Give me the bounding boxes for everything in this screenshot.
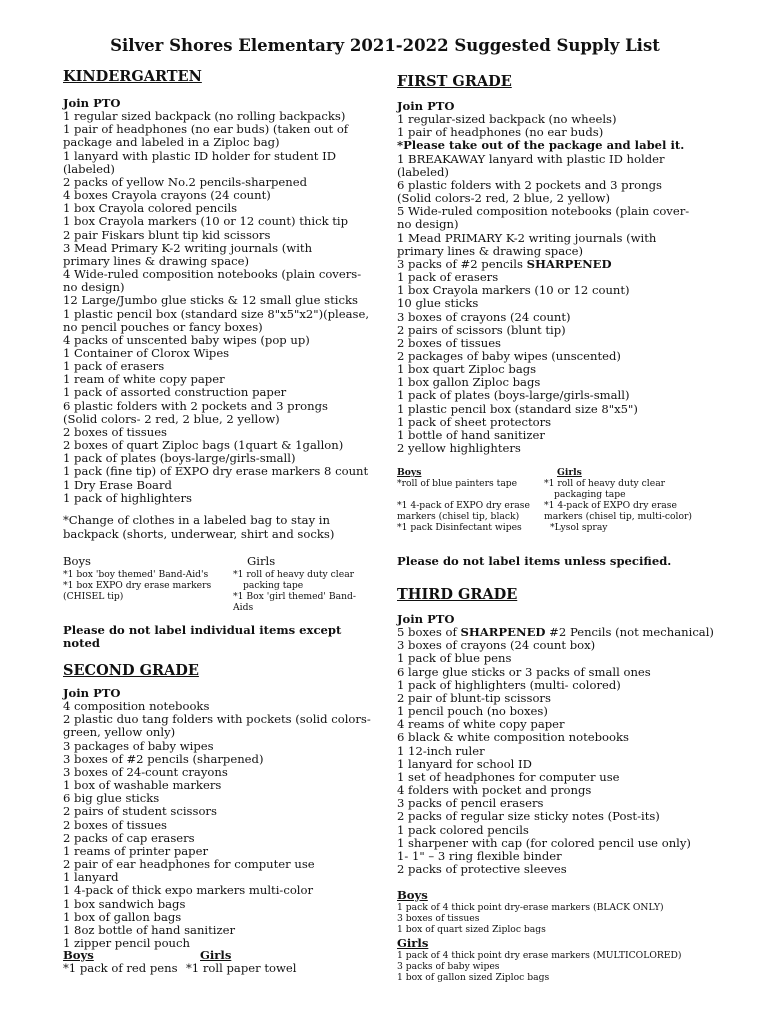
list-item: 1 pack (fine tip) of EXPO dry erase markers 8 count — [63, 464, 369, 479]
list-item: 1 Container of Clorox Wipes — [63, 345, 230, 360]
first-grade-list — [397, 100, 727, 455]
list-item: Aids — [233, 602, 254, 614]
list-item: 1 pack of assorted construction paper — [63, 385, 287, 400]
list-item: 2 pair of blunt-tip scissors — [397, 690, 551, 705]
list-item: 1 box of gallon bags — [63, 909, 182, 924]
third-grade-heading: THIRD GRADE — [397, 586, 518, 603]
list-item: packing tape — [243, 580, 304, 592]
list-item: package and labeled in a Ziploc bag) — [63, 135, 280, 150]
second-boys: Boys *1 pack of red pens — [63, 948, 178, 976]
list-item: 1 Mead PRIMARY K-2 writing journals (with — [397, 230, 657, 245]
list-item: 4 packs of unscented baby wipes (pop up) — [63, 332, 310, 347]
list-item: Join PTO — [63, 96, 121, 110]
list-item: *1 Box 'girl themed' Band- — [233, 591, 356, 603]
list-item: 6 big glue sticks — [63, 791, 160, 806]
boys-label: Boys — [63, 554, 91, 568]
kindergarten-girls — [233, 555, 356, 613]
first-grade-note: Please do not label items unless specified. — [397, 554, 672, 568]
list-item: no pencil pouches or fancy boxes) — [63, 319, 263, 334]
list-item: 1 box sandwich bags — [63, 896, 186, 911]
list-item: *1 roll of heavy duty clear — [544, 478, 666, 489]
list-item: 1 ream of white copy paper — [63, 372, 225, 387]
kindergarten-note: *Change of clothes in a labeled bag to stay in backpack (shorts, underwear, shirt and socks) — [63, 513, 335, 542]
list-item: *1 box EXPO dry erase markers — [63, 580, 212, 592]
list-item: 3 packages of baby wipes — [63, 738, 214, 753]
list-item: (labeled) — [63, 161, 115, 176]
list-item: 1- 1" – 3 ring flexible binder — [397, 848, 562, 863]
list-item: 1 lanyard — [63, 870, 119, 885]
list-item: 1 box of quart sized Ziploc bags — [397, 924, 546, 936]
list-item: 1 pack of plates (boys-large/girls-small) — [63, 451, 296, 466]
list-item: 1 pack of 4 thick point dry-erase markers (BLACK ONLY) — [397, 902, 664, 914]
list-item: 12 Large/Jumbo glue sticks & 12 small glue sticks — [63, 293, 358, 308]
girls-label: Girls — [397, 936, 429, 951]
list-item: 4 composition notebooks — [63, 699, 210, 714]
list-item: 1 pack colored pencils — [397, 822, 529, 837]
list-item: 1 box quart Ziploc bags — [397, 362, 537, 377]
list-item: 1 reams of printer paper — [63, 843, 209, 858]
list-item: 1 box Crayola colored pencils — [63, 201, 238, 216]
list-item: packaging tape — [554, 489, 626, 500]
list-item: 4 reams of white copy paper — [397, 717, 565, 732]
page-title: Silver Shores Elementary 2021-2022 Suggested Supply List — [110, 36, 660, 55]
list-item: no design) — [63, 280, 125, 295]
list-item: *1 4-pack of EXPO dry erase — [397, 500, 530, 511]
list-item: (Solid colors- 2 red, 2 blue, 2 yellow) — [63, 411, 280, 426]
list-item: *Please take out of the package and label it. — [397, 138, 685, 153]
list-item: 1 bottle of hand sanitizer — [397, 427, 545, 442]
list-item: 1 pair of headphones (no ear buds) (taken out of — [63, 122, 349, 137]
list-item: 6 black & white composition notebooks — [397, 730, 629, 745]
list-item: 1 box Crayola markers (10 or 12 count) — [397, 283, 630, 298]
list-item: 1 zipper pencil pouch — [63, 935, 190, 950]
list-item — [397, 489, 530, 500]
list-item: 5 Wide-ruled composition notebooks (plain cover- — [397, 204, 690, 219]
list-item: 1 BREAKAWAY lanyard with plastic ID holder — [397, 151, 665, 166]
list-item: 2 packs of cap erasers — [63, 830, 195, 845]
first-girls: Girls *1 roll of heavy duty clear packaging tape *1 4-pack of EXPO dry erase markers (chisel tip, multi-color) *Lysol spray — [544, 467, 692, 533]
list-item: markers (chisel tip, black) — [397, 511, 520, 522]
list-item: 1 box gallon Ziploc bags — [397, 375, 541, 390]
list-item: 1 pack of sheet protectors — [397, 414, 552, 429]
pencils-text: #2 Pencils (not mechanical) — [545, 625, 714, 640]
list-item: primary lines & drawing space) — [397, 243, 583, 258]
list-item: 4 boxes Crayola crayons (24 count) — [63, 188, 271, 203]
third-grade-list — [397, 613, 727, 876]
list-item: 5 boxes of SHARPENED #2 Pencils (not mechanical) — [397, 625, 714, 640]
list-item: 2 pairs of student scissors — [63, 804, 217, 819]
kindergarten-boys — [63, 555, 211, 602]
list-item: 1 pencil pouch (no boxes) — [397, 704, 548, 719]
list-item: 2 plastic duo tang folders with pockets (solid colors- — [63, 712, 371, 727]
list-item: 1 regular-sized backpack (no wheels) — [397, 112, 617, 127]
list-item: markers (chisel tip, multi-color) — [544, 511, 692, 522]
kindergarten-list — [63, 97, 383, 505]
list-item: *roll of blue painters tape — [397, 478, 518, 489]
list-item: 1 box of gallon sized Ziploc bags — [397, 972, 550, 984]
list-item: 3 boxes of 24-count crayons — [63, 764, 228, 779]
list-item: 3 boxes of #2 pencils (sharpened) — [63, 751, 264, 766]
list-item: 2 yellow highlighters — [397, 441, 521, 456]
list-item: no design) — [397, 217, 459, 232]
list-item: primary lines & drawing space) — [63, 253, 249, 268]
list-item: 1 plastic pencil box (standard size 8"x5"x2")(please, — [63, 306, 370, 321]
list-item: 3 Mead Primary K-2 writing journals (with — [63, 240, 313, 255]
first-grade-section — [397, 73, 727, 455]
list-item: (Solid colors-2 red, 2 blue, 2 yellow) — [397, 191, 611, 206]
kindergarten-label-note: Please do not label individual items except noted — [63, 623, 342, 651]
list-item: 1 8oz bottle of hand sanitizer — [63, 922, 236, 937]
second-grade-section — [63, 662, 383, 950]
list-item: 6 plastic folders with 2 pockets and 3 prongs — [63, 398, 328, 413]
list-item: *1 4-pack of EXPO dry erase — [544, 500, 677, 511]
list-item: *1 pack Disinfectant wipes — [397, 522, 522, 533]
list-item: 1 4-pack of thick expo markers multi-color — [63, 883, 314, 898]
list-item: 1 pack of highlighters (multi- colored) — [397, 677, 621, 692]
second-girls: Girls *1 roll paper towel — [186, 948, 297, 976]
list-item: 4 Wide-ruled composition notebooks (plain covers- — [63, 267, 362, 282]
list-item: 2 boxes of tissues — [397, 335, 501, 350]
list-item: 3 boxes of crayons (24 count box) — [397, 638, 596, 653]
list-item: 4 folders with pocket and prongs — [397, 783, 592, 798]
list-item: 10 glue sticks — [397, 296, 479, 311]
list-item: 1 lanyard with plastic ID holder for student ID — [63, 148, 337, 163]
list-item: 1 pack of blue pens — [397, 651, 512, 666]
list-item: 1 box Crayola markers (10 or 12 count) thick tip — [63, 214, 349, 229]
list-item: 2 packages of baby wipes (unscented) — [397, 348, 621, 363]
third-extras — [397, 889, 681, 983]
list-item: 2 pairs of scissors (blunt tip) — [397, 322, 566, 337]
list-item: 1 sharpener with cap (for colored pencil use only) — [397, 835, 691, 850]
list-item: 2 boxes of tissues — [63, 424, 167, 439]
third-grade-section — [397, 586, 727, 876]
list-item: 1 plastic pencil box (standard size 8"x5") — [397, 401, 638, 416]
girls-label: Girls — [247, 554, 276, 568]
list-item: 1 lanyard for school ID — [397, 756, 532, 771]
list-item: 1 pair of headphones (no ear buds) — [397, 125, 604, 140]
sharpened-emphasis: SHARPENED — [526, 256, 612, 271]
kindergarten-heading: KINDERGARTEN — [63, 68, 202, 85]
list-item: 3 packs of baby wipes — [397, 961, 500, 973]
list-item: 1 pack of erasers — [63, 359, 165, 374]
list-item: 3 packs of pencil erasers — [397, 796, 544, 811]
list-item: *1 roll of heavy duty clear — [233, 569, 355, 581]
first-grade-heading: FIRST GRADE — [397, 73, 512, 90]
list-item: 3 boxes of tissues — [397, 913, 480, 925]
first-boys: Boys *roll of blue painters tape *1 4-pack of EXPO dry erase markers (chisel tip, black) *1 pack Disinfectant wipes — [397, 467, 530, 533]
kindergarten-section — [63, 68, 383, 505]
list-item: 2 pair of ear headphones for computer use — [63, 857, 315, 872]
list-item: 2 packs of yellow No.2 pencils-sharpened — [63, 174, 308, 189]
list-item: Join PTO — [397, 612, 455, 626]
list-item: Join PTO — [63, 686, 121, 700]
list-item: 6 plastic folders with 2 pockets and 3 prongs — [397, 177, 662, 192]
list-item: 1 set of headphones for computer use — [397, 769, 620, 784]
list-item: 2 boxes of quart Ziploc bags (1quart & 1gallon) — [63, 438, 344, 453]
list-item: 1 pack of erasers — [397, 270, 499, 285]
list-item: 1 regular sized backpack (no rolling backpacks) — [63, 109, 346, 124]
sharpened-emphasis: SHARPENED — [460, 625, 546, 640]
list-item: 1 pack of plates (boys-large/girls-small) — [397, 388, 630, 403]
list-item: 1 box of washable markers — [63, 778, 222, 793]
list-item: Join PTO — [397, 99, 455, 113]
list-item: *1 box 'boy themed' Band-Aid's — [63, 569, 209, 581]
list-item: 2 boxes of tissues — [63, 817, 167, 832]
list-item: green, yellow only) — [63, 725, 176, 740]
list-item: 6 large glue sticks or 3 packs of small ones — [397, 664, 651, 679]
list-item: 1 12-inch ruler — [397, 743, 485, 758]
list-item: 1 Dry Erase Board — [63, 477, 172, 492]
list-item: 3 packs of #2 pencils SHARPENED — [397, 256, 612, 271]
boys-label: Boys — [397, 888, 428, 902]
list-item: *Lysol spray — [550, 522, 608, 533]
list-item: 3 boxes of crayons (24 count) — [397, 309, 571, 324]
list-item: (labeled) — [397, 164, 449, 179]
list-item: 2 packs of regular size sticky notes (Post-its) — [397, 809, 660, 824]
list-item: 1 pack of highlighters — [63, 490, 192, 505]
list-item: (CHISEL tip) — [63, 591, 124, 603]
second-grade-heading: SECOND GRADE — [63, 662, 199, 679]
list-item: 1 pack of 4 thick point dry erase markers (MULTICOLORED) — [397, 950, 682, 962]
list-item: 2 pair Fiskars blunt tip kid scissors — [63, 227, 271, 242]
second-grade-list — [63, 687, 383, 950]
list-item: 2 packs of protective sleeves — [397, 861, 567, 876]
